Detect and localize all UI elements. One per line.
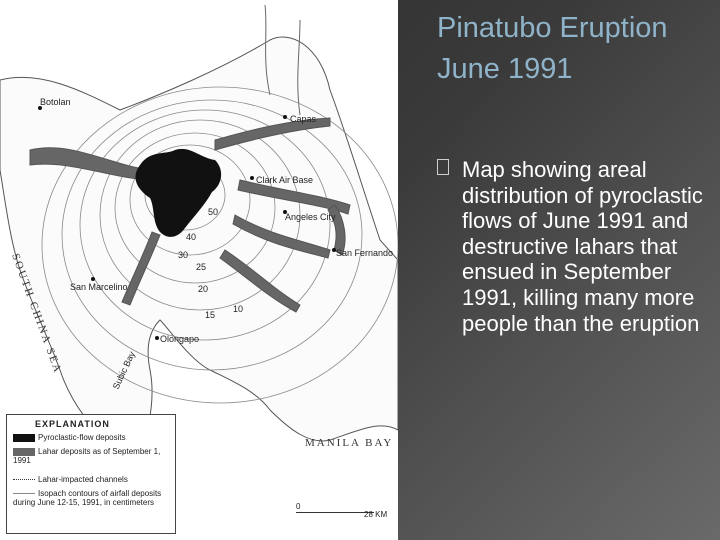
pyroclastic-swatch bbox=[13, 434, 35, 442]
contour-label: 50 bbox=[208, 207, 219, 217]
slide-title: Pinatubo Eruption June 1991 bbox=[437, 12, 668, 85]
place-capas: Capas bbox=[290, 114, 317, 124]
place-olongapo: Olongapo bbox=[160, 334, 200, 344]
scale-end: 28 KM bbox=[364, 510, 388, 519]
bay-label: MANILA BAY bbox=[305, 437, 394, 449]
contour-label: 20 bbox=[198, 284, 209, 294]
place-clark-air-base: Clark Air Base bbox=[256, 175, 314, 185]
place-subic-bay: Subic Bay bbox=[110, 349, 137, 391]
legend-title: EXPLANATION bbox=[35, 419, 110, 429]
lahar-swatch bbox=[13, 448, 35, 456]
scale-start: 0 bbox=[296, 502, 301, 511]
sea-label: SOUTH CHINA SEA bbox=[9, 251, 64, 376]
place-san-fernando: San Fernando bbox=[336, 248, 394, 258]
contour-label: 25 bbox=[196, 262, 207, 272]
bullet-text: Map showing areal distribution of pyroclastic flows of June 1991 and destructive lahars that ensued in September 1991, killing many more people than the eruption bbox=[462, 157, 703, 336]
legend-pyroclastic: Pyroclastic-flow deposits bbox=[13, 433, 126, 442]
bullet-icon bbox=[437, 159, 449, 175]
place-angeles-city: Angeles City bbox=[285, 212, 336, 222]
channel-swatch bbox=[13, 479, 35, 480]
place-botolan: Botolan bbox=[40, 97, 71, 107]
legend-isopach: Isopach contours of airfall deposits during June 12-15, 1991, in centimeters bbox=[13, 489, 162, 507]
scale-bar bbox=[296, 512, 374, 517]
map-legend bbox=[6, 414, 176, 534]
contour-label: 30 bbox=[178, 250, 189, 260]
legend-lahar: Lahar deposits as of September 1, 1991 bbox=[13, 447, 161, 465]
place-san-marcelino: San Marcelino bbox=[70, 282, 128, 292]
contour-label: 40 bbox=[186, 232, 197, 242]
contour-label: 10 bbox=[233, 304, 244, 314]
contour-label: 15 bbox=[205, 310, 216, 320]
isopach-swatch bbox=[13, 493, 35, 494]
legend-channels: Lahar-impacted channels bbox=[13, 475, 128, 484]
